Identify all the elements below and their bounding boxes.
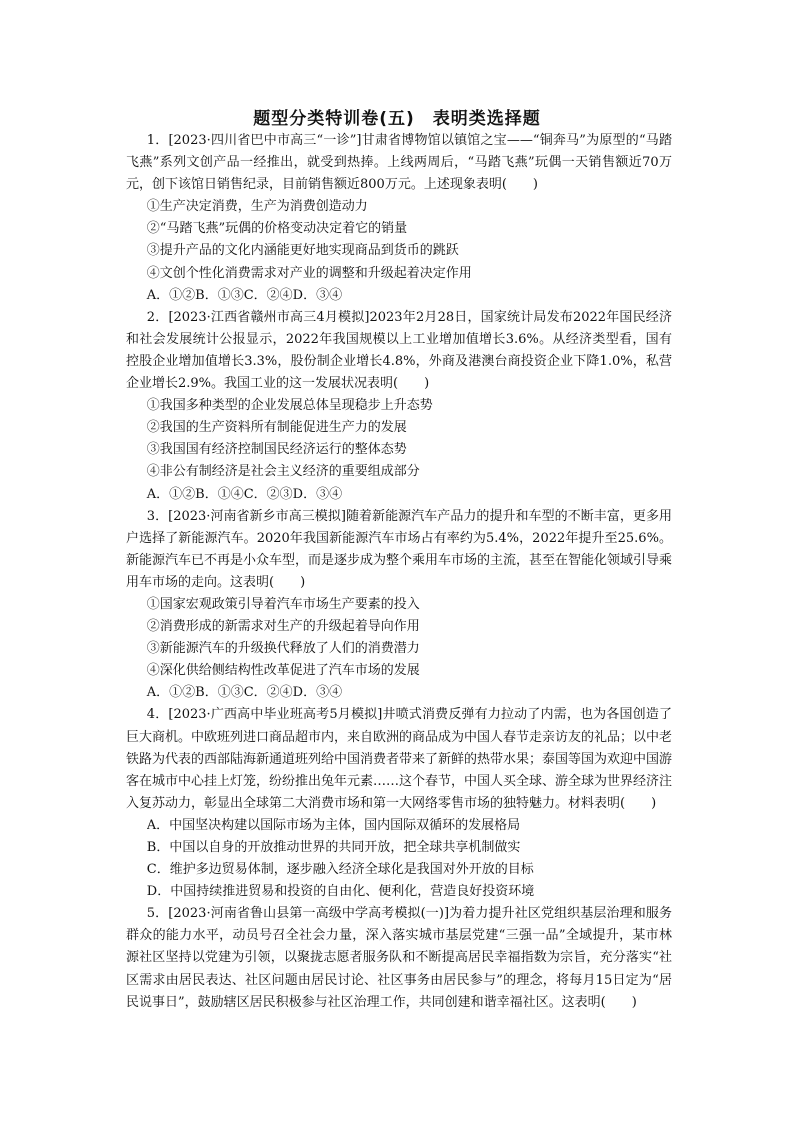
option-4: ④深化供给侧结构性改革促进了汽车市场的发展 [146, 663, 420, 679]
question-1 [126, 130, 672, 307]
option-d: D．中国持续推进贸易和投资的自由化、便利化，营造良好投资环境 [146, 884, 535, 900]
option-1: ①国家宏观政策引导着汽车市场生产要素的投入 [146, 596, 420, 612]
option-1: ①生产决定消费，生产为消费创造动力 [146, 199, 368, 215]
option-c: C．维护多边贸易体制，逐步融入经济全球化是我国对外开放的目标 [146, 862, 534, 878]
question-stem: 4．[2023·广西高中毕业班高考5月模拟]井喷式消费反弹有力拉动了内需，也为各国创造了巨大商机。中欧班列进口商品超市内，来自欧洲的商品成为中国人春节走亲访友的礼品；以中老铁路为代表的西部陆海新通道班列给中国消费者带来了新鲜的热带水果；泰国等国为欢迎中国游客在城市中心挂上灯笼，纷纷推出兔年元素……这个春节，中国人买全球、游全球为世界经济注入复苏动力，彰显出全球第二大消费市场和第一大网络零售市场的独特魅力。材料表明( ) [126, 707, 673, 811]
question-5 [126, 903, 672, 1013]
option-3: ③我国国有经济控制国民经济运行的整体态势 [146, 442, 407, 458]
option-2: ②消费形成的新需求对生产的升级起着导向作用 [146, 619, 420, 635]
question-2 [126, 307, 672, 506]
option-b: B．中国以自身的开放推动世界的共同开放，把全球共享机制做实 [146, 840, 521, 855]
question-stem: 3．[2023·河南省新乡市高三模拟]随着新能源汽车产品力的提升和车型的不断丰富，更多用户选择了新能源汽车。2020年我国新能源汽车市场占有率约为5.4%，2022年提升至25.6%。新能源汽车已不再是小众车型，而是逐步成为整个乘用车市场的主流，甚至在智能化领域引导乘用车市场的走向。这表明( ) [126, 508, 673, 590]
question-list [126, 130, 672, 1014]
answer-choices: A．①②B．①③C．②④D．③④ [146, 685, 343, 701]
option-3: ③提升产品的文化内涵能更好地实现商品到货币的跳跃 [146, 243, 459, 259]
question-stem: 1．[2023·四川省巴中市高三“一诊”]甘肃省博物馆以镇馆之宝——“铜奔马”为原型的“马踏飞燕”系列文创产品一经推出，就受到热捧。上线两周后，“马踏飞燕”玩偶一天销售额近70万元，创下该馆日销售纪录，目前销售额近800万元。上述现象表明( ) [126, 133, 672, 193]
option-3: ③新能源汽车的升级换代释放了人们的消费潜力 [146, 641, 420, 657]
option-1: ①我国多种类型的企业发展总体呈现稳步上升态势 [146, 398, 433, 414]
question-4 [126, 704, 672, 903]
option-a: A．中国坚决构建以国际市场为主体，国内国际双循环的发展格局 [146, 817, 521, 833]
page-title: 题型分类特训卷(五) 表明类选择题 [253, 109, 541, 129]
option-4: ④非公有制经济是社会主义经济的重要组成部分 [146, 464, 420, 480]
answer-choices: A．①②B．①③C．②④D．③④ [146, 287, 343, 303]
option-2: ②我国的生产资料所有制能促进生产力的发展 [146, 420, 407, 436]
question-3 [126, 506, 672, 705]
option-2: ②“马踏飞燕”玩偶的价格变动决定着它的销量 [146, 221, 408, 237]
answer-choices: A．①②B．①④C．②③D．③④ [146, 486, 343, 502]
question-stem: 2．[2023·江西省赣州市高三4月模拟]2023年2月28日，国家统计局发布2022年国民经济和社会发展统计公报显示，2022年我国规模以上工业增加值增长3.6%。从经济类型看，国有控股企业增加值增长3.3%，股份制企业增长4.8%，外商及港澳台商投资企业下降1.0%，私营企业增长2.9%。我国工业的这一发展状况表明( ) [126, 309, 672, 392]
option-4: ④文创个性化消费需求对产业的调整和升级起着决定作用 [146, 265, 472, 281]
question-stem: 5．[2023·河南省鲁山县第一高级中学高考模拟(一)]为着力提升社区党组织基层治理和服务群众的能力水平，动员号召全社会力量，深入落实城市基层党建“三强一品”全域提升，某市林源社区坚持以党建为引领，以聚拢志愿者服务队和不断提高居民幸福指数为宗旨，充分落实“社区需求由居民表达、社区问题由居民讨论、社区事务由居民参与”的理念，将每月15日定为“居民说事日”，鼓励辖区居民积极参与社区治理工作，共同创建和谐幸福社区。这表明( ) [126, 906, 672, 1010]
